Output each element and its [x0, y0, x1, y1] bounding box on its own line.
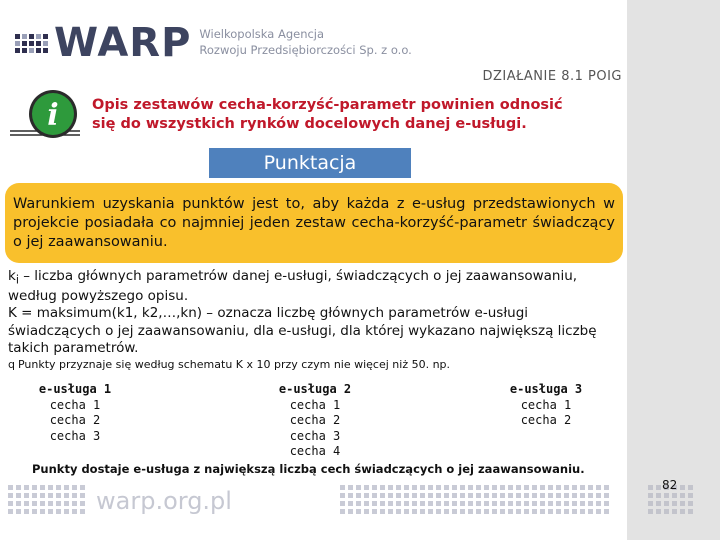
logo-dots-icon — [15, 34, 48, 53]
info-message-line2: się do wszystkich rynków docelowych danej e-usługi. — [92, 115, 527, 132]
service-feature: cecha 2 — [289, 413, 341, 428]
condition-box — [5, 183, 623, 263]
footer-dots-right — [340, 485, 609, 514]
service-feature: cecha 3 — [49, 428, 101, 443]
service-column — [34, 382, 116, 444]
note-bullet-icon: q — [8, 358, 15, 371]
condition-text: Warunkiem uzyskania punktów jest to, aby każda z e-usług przedstawionych w projekcie posiadała co najmniej jeden zestaw cecha-korzyść-parametr świadczący o jej zaawansowaniu. — [13, 196, 615, 250]
service-feature: cecha 1 — [49, 397, 101, 412]
logo-subtitle — [199, 27, 411, 58]
warp-logo — [15, 22, 412, 64]
ki-symbol: k — [8, 268, 16, 284]
service-feature: cecha 4 — [289, 444, 341, 459]
info-icon-letter: i — [47, 98, 59, 133]
service-feature: cecha 3 — [289, 428, 341, 443]
service-name: e-usługa 2 — [278, 382, 352, 396]
ki-definition — [8, 268, 623, 305]
k-definition: K = maksimum(k1, k2,…,kn) – oznacza liczbę głównych parametrów e-usługi świadczących o jej zaawansowaniu, dla e-usługi, dla której wykazano największą liczbę takich parametrów. — [8, 305, 597, 356]
service-column — [505, 382, 587, 429]
parameters-description — [8, 268, 623, 357]
scoring-note — [8, 358, 623, 371]
side-panel — [627, 0, 720, 540]
ki-subscript: i — [15, 273, 19, 287]
action-label: DZIAŁANIE 8.1 POIG — [482, 69, 622, 84]
footer-dots-left — [8, 485, 85, 514]
logo-subtitle-line2: Rozwoju Przedsiębiorczości Sp. z o.o. — [199, 43, 412, 57]
service-feature: cecha 2 — [49, 413, 101, 428]
info-message — [92, 96, 617, 133]
footer-url: warp.org.pl — [96, 487, 232, 515]
page-number: 82 — [662, 478, 678, 492]
service-column — [274, 382, 356, 460]
ki-text: – liczba głównych parametrów danej e-usługi, świadczących o jej zaawansowaniu, według powyższego opisu. — [8, 268, 578, 305]
info-message-line1: Opis zestawów cecha-korzyść-parametr powinien odnosić — [92, 97, 563, 113]
logo-subtitle-line1: Wielkopolska Agencja — [199, 27, 325, 42]
note-text: Punkty przyznaje się według schematu K x 10 przy czym nie więcej niż 50. np. — [17, 358, 451, 371]
service-feature: cecha 1 — [520, 397, 572, 412]
service-feature: cecha 1 — [289, 397, 341, 412]
service-name: e-usługa 1 — [38, 382, 112, 396]
service-name: e-usługa 3 — [509, 382, 583, 396]
section-title: Punktacja — [209, 148, 411, 178]
service-feature: cecha 2 — [520, 413, 572, 428]
summary-text: Punkty dostaje e-usługa z największą liczbą cech świadczących o jej zaawansowaniu. — [32, 462, 585, 476]
logo-word: WARP — [54, 20, 192, 66]
info-icon — [8, 87, 90, 143]
